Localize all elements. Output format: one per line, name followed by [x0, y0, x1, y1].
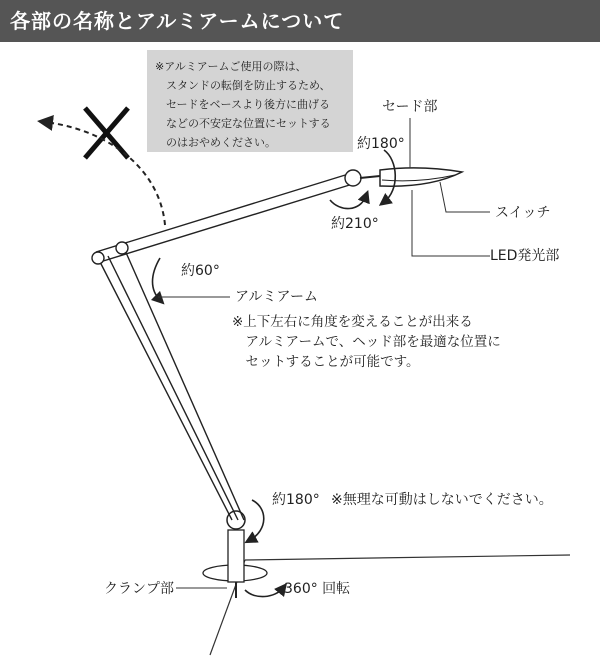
clamp-base: [203, 511, 267, 598]
lamp-head: [345, 168, 462, 186]
label-switch: スイッチ: [495, 205, 551, 221]
label-clamp: クランプ部: [104, 581, 174, 597]
label-base-warning: ※無理な可動はしないでください。: [331, 492, 553, 508]
note-line: スタンドの転倒を防止するため、: [155, 79, 331, 92]
upper-arm: [92, 172, 356, 264]
label-arm-angle: 約60°: [181, 263, 220, 279]
note-line: ※アルミアームご使用の際は、: [155, 60, 307, 73]
label-rotation: 360° 回転: [284, 581, 351, 597]
note-line: などの不安定な位置にセットする: [155, 117, 331, 130]
label-shade: セード部: [382, 99, 438, 115]
page-title: 各部の名称とアルミアームについて: [10, 9, 345, 33]
label-base-angle: 約180°: [272, 492, 320, 508]
arm-desc-line: アルミアームで、ヘッド部を最適な位置に: [232, 334, 501, 350]
arm-desc-line: セットすることが可能です。: [232, 354, 420, 370]
label-led: LED発光部: [490, 248, 560, 264]
note-line: のはおやめください。: [155, 136, 276, 149]
lower-arm: [98, 248, 244, 520]
prohibited-x-icon: [85, 108, 128, 158]
note-line: セードをベースより後方に曲げる: [155, 98, 331, 111]
arm-desc-line: ※上下左右に角度を変えることが出来る: [232, 314, 473, 330]
label-arm-name: アルミアーム: [235, 289, 319, 305]
label-head-angle: 約180°: [357, 136, 405, 152]
label-rotate-angle: 約210°: [331, 216, 379, 232]
